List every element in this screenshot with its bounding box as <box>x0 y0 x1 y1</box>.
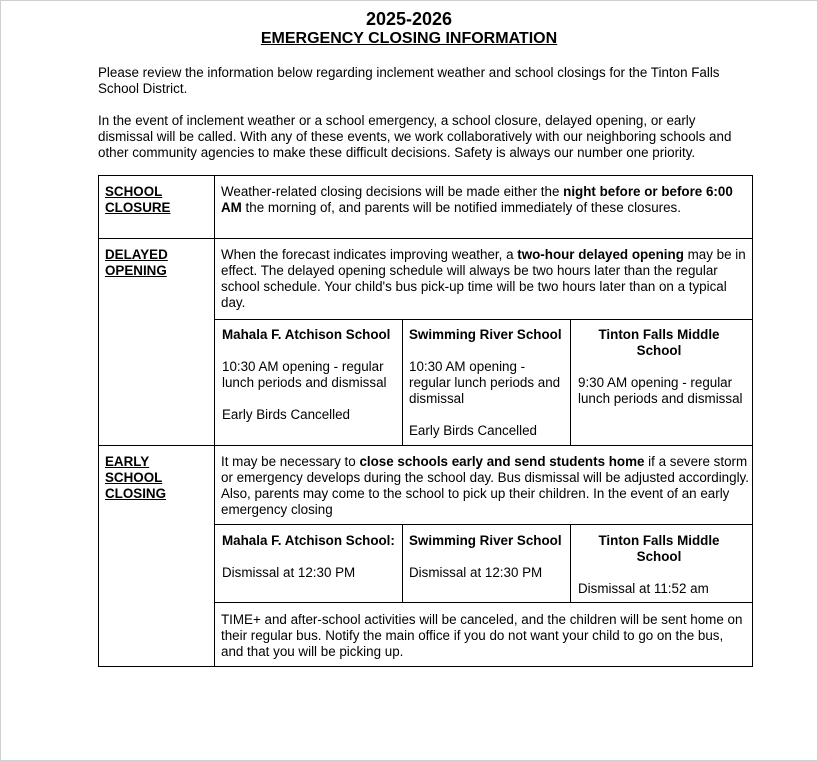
school-closure-label: SCHOOL CLOSURE <box>105 184 171 215</box>
delayed-school-tinton-middle: Tinton Falls Middle School 9:30 AM opening - regular lunch periods and dismissal <box>578 327 743 406</box>
intro-paragraph-2: In the event of inclement weather or a school emergency, a school closure, delayed opening, or early dismissal will be called. With any of these events, we work collaboratively with our neighboring schools and other community agencies to make these difficult decisions. Safety is always our number one priority. <box>98 113 732 160</box>
early-closing-text: It may be necessary to close schools early and send students home if a severe storm or emergency develops during the school day. Bus dismissal will be adjusted accordingly. Also, parents may come to the school to pick up their children. In the event of an early emergency closing <box>221 454 749 517</box>
delayed-opening-text: When the forecast indicates improving weather, a two-hour delayed opening may be in effect. The delayed opening schedule will always be two hours later than the regular school schedule. Your child's bus pick-up time will be two hours later than on a typical day. <box>221 247 746 310</box>
delayed-school-swimming-river: Swimming River School 10:30 AM opening - regular lunch periods and dismissal Early Birds Cancelled <box>409 327 562 438</box>
early-school-tinton-middle: Tinton Falls Middle School Dismissal at 11:52 am <box>578 533 720 596</box>
intro-paragraph-1: Please review the information below regarding inclement weather and school closings for the Tinton Falls School District. <box>98 65 720 96</box>
school-closure-text: Weather-related closing decisions will be made either the night before or before 6:00 AM the morning of, and parents will be notified immediately of these closures. <box>221 184 733 215</box>
document-title: EMERGENCY CLOSING INFORMATION <box>260 30 558 47</box>
document-year: 2025-2026 <box>365 9 453 29</box>
delayed-school-atchison: Mahala F. Atchison School 10:30 AM opening - regular lunch periods and dismissal Early Birds Cancelled <box>222 327 391 422</box>
early-school-swimming-river: Swimming River School Dismissal at 12:30 PM <box>409 533 562 580</box>
early-school-atchison: Mahala F. Atchison School: Dismissal at 12:30 PM <box>222 533 395 580</box>
closing-info-table <box>98 175 753 667</box>
delayed-opening-label: DELAYED OPENING <box>105 247 168 278</box>
early-closing-footer: TIME+ and after-school activities will be canceled, and the children will be sent home on their regular bus. Notify the main office if you do not want your child to go on the bus, and that you will be picking up. <box>221 612 743 659</box>
early-closing-label: EARLY SCHOOL CLOSING <box>105 454 167 501</box>
